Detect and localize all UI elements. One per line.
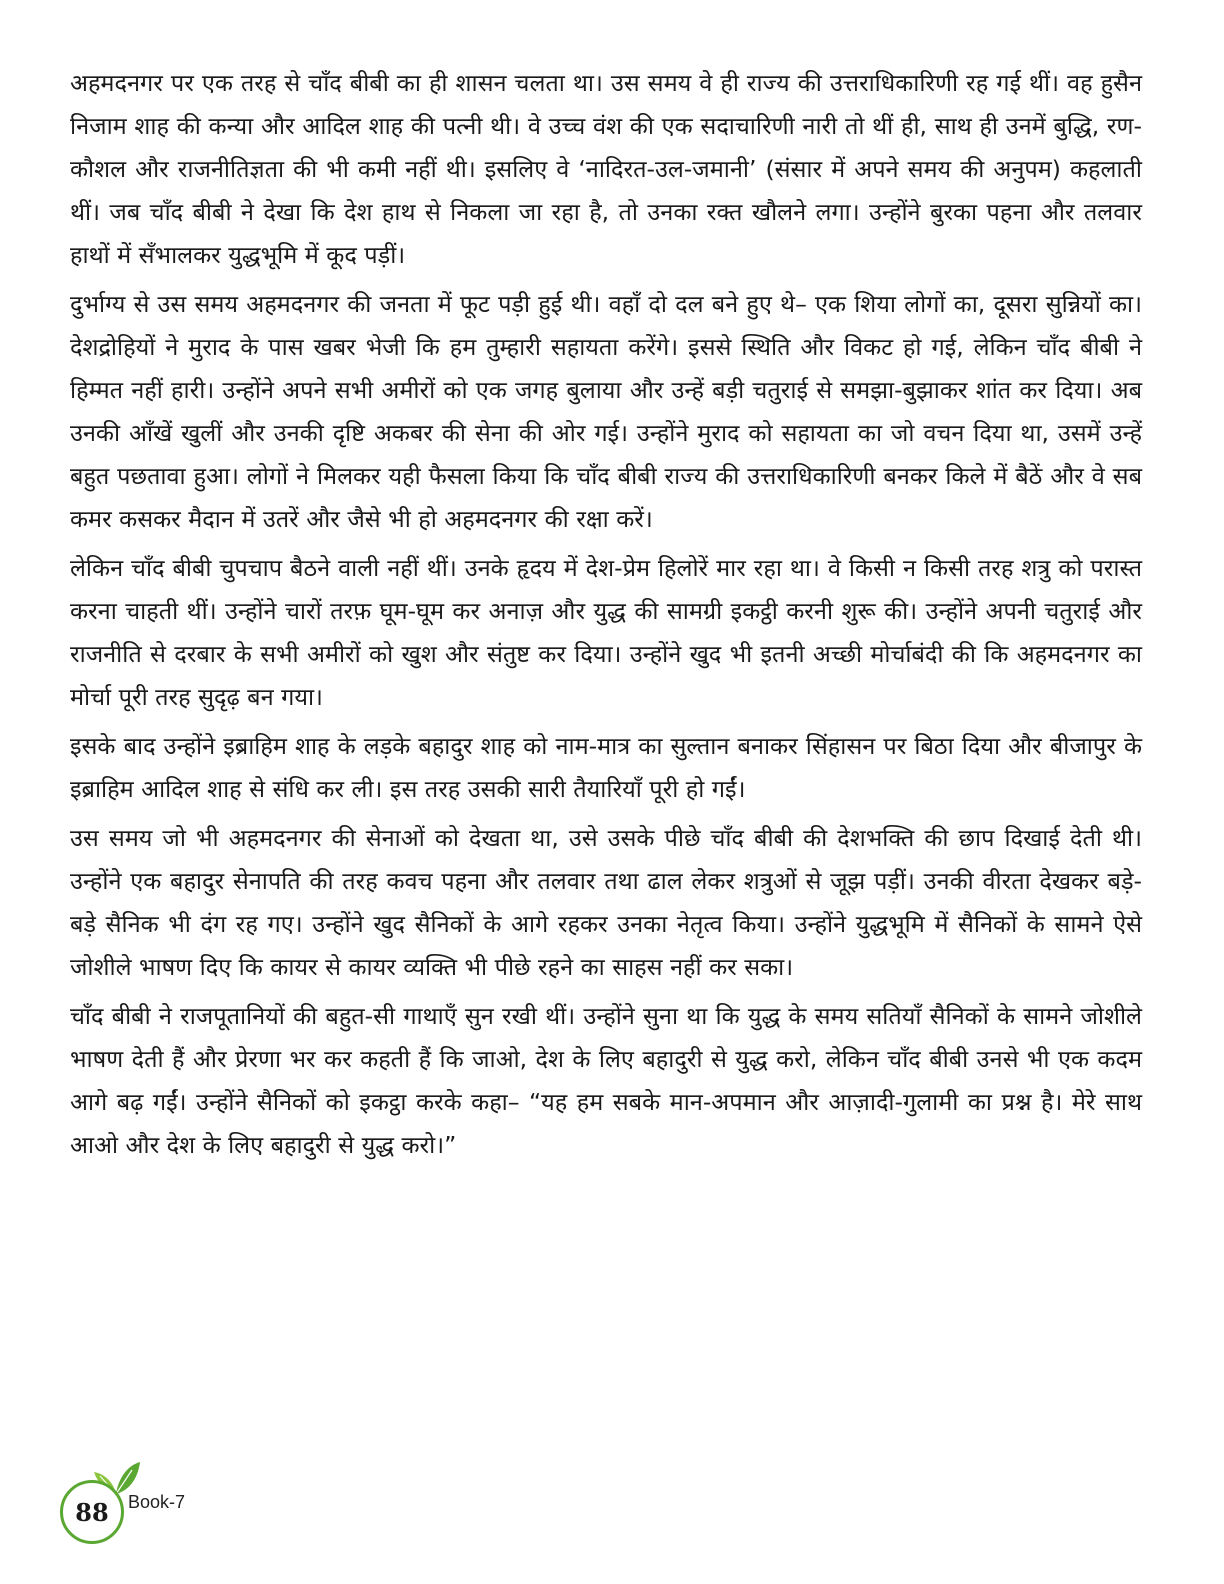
paragraph-1: अहमदनगर पर एक तरह से चाँद बीबी का ही शासन चलता था। उस समय वे ही राज्य की उत्तराधिकारिणी रह गई थीं। वह हुसैन निजाम शाह की कन्या और आदिल शाह की पत्नी थी। वे उच्च वंश की एक सदाचारिणी नारी तो थीं ही, साथ ही उनमें बुद्धि, रण-कौशल और राजनीतिज्ञता की भी कमी नहीं थी। इसलिए वे ‘नादिरत-उल-जमानी’ (संसार में अपने समय की अनुपम) कहलाती थीं। जब चाँद बीबी ने देखा कि देश हाथ से निकला जा रहा है, तो उनका रक्त खौलने लगा। उन्होंने बुरका पहना और तलवार हाथों में सँभालकर युद्धभूमि में कूद पड़ीं। <box>70 69 1142 269</box>
paragraph-4: इसके बाद उन्होंने इब्राहिम शाह के लड़के बहादुर शाह को नाम-मात्र का सुल्तान बनाकर सिंहासन पर बिठा दिया और बीजापुर के इब्राहिम आदिल शाह से संधि कर ली। इस तरह उसकी सारी तैयारियाँ पूरी हो गईं। <box>70 732 1142 803</box>
paragraph-2: दुर्भाग्य से उस समय अहमदनगर की जनता में फूट पड़ी हुई थी। वहाँ दो दल बने हुए थे– एक शिया लोगों का, दूसरा सुन्नियों का। देशद्रोहियों ने मुराद के पास खबर भेजी कि हम तुम्हारी सहायता करेंगे। इससे स्थिति और विकट हो गई, लेकिन चाँद बीबी ने हिम्मत नहीं हारी। उन्होंने अपने सभी अमीरों को एक जगह बुलाया और उन्हें बड़ी चतुराई से समझा-बुझाकर शांत कर दिया। अब उनकी आँखें खुलीं और उनकी दृष्टि अकबर की सेना की ओर गई। उन्होंने मुराद को सहायता का जो वचन दिया था, उसमें उन्हें बहुत पछतावा हुआ। लोगों ने मिलकर यही फैसला किया कि चाँद बीबी राज्य की उत्तराधिकारिणी बनकर किले में बैठें और वे सब कमर कसकर मैदान में उतरें और जैसे भी हो अहमदनगर की रक्षा करें। <box>70 290 1142 533</box>
body-text <box>70 62 1142 1173</box>
paragraph-5: उस समय जो भी अहमदनगर की सेनाओं को देखता था, उसे उसके पीछे चाँद बीबी की देशभक्ति की छाप दिखाई देती थी। उन्होंने एक बहादुर सेनापति की तरह कवच पहना और तलवार तथा ढाल लेकर शत्रुओं से जूझ पड़ीं। उनकी वीरता देखकर बड़े-बड़े सैनिक भी दंग रह गए। उन्होंने खुद सैनिकों के आगे रहकर उनका नेतृत्व किया। उन्होंने युद्धभूमि में सैनिकों के सामने ऐसे जोशीले भाषण दिए कि कायर से कायर व्यक्ति भी पीछे रहने का साहस नहीं कर सका। <box>70 824 1142 981</box>
paragraph-3: लेकिन चाँद बीबी चुपचाप बैठने वाली नहीं थीं। उनके हृदय में देश-प्रेम हिलोरें मार रहा था। वे किसी न किसी तरह शत्रु को परास्त करना चाहती थीं। उन्होंने चारों तरफ़ घूम-घूम कर अनाज़ और युद्ध की सामग्री इकट्ठी करनी शुरू की। उन्होंने अपनी चतुराई और राजनीति से दरबार के सभी अमीरों को खुश और संतुष्ट कर दिया। उन्होंने खुद भी इतनी अच्छी मोर्चाबंदी की कि अहमदनगर का मोर्चा पूरी तरह सुदृढ़ बन गया। <box>70 554 1142 711</box>
page-number: 88 <box>75 1497 109 1527</box>
paragraph-6: चाँद बीबी ने राजपूतानियों की बहुत-सी गाथाएँ सुन रखी थीं। उन्होंने सुना था कि युद्ध के समय सतियाँ सैनिकों के सामने जोशीले भाषण देती हैं और प्रेरणा भर कर कहती हैं कि जाओ, देश के लिए बहादुरी से युद्ध करो, लेकिन चाँद बीबी उनसे भी एक कदम आगे बढ़ गईं। उन्होंने सैनिकों को इकट्ठा करके कहा– “यह हम सबके मान-अपमान और आज़ादी-गुलामी का प्रश्न है। मेरे साथ आओ और देश के लिए बहादुरी से युद्ध करो।” <box>70 1002 1142 1159</box>
book-label: Book-7 <box>128 1492 186 1512</box>
page-number-badge <box>60 1480 124 1544</box>
page-footer <box>56 1460 256 1570</box>
